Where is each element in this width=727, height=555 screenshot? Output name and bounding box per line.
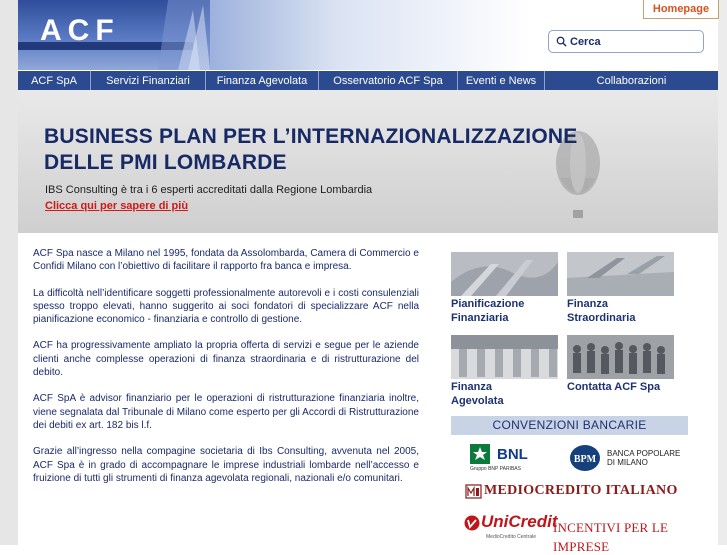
tile-contatta-acf[interactable] <box>567 335 677 394</box>
tile-label: Agevolata <box>451 395 504 407</box>
nav-osservatorio[interactable]: Osservatorio ACF Spa <box>319 71 458 90</box>
bpm-text <box>607 449 680 467</box>
paragraph: La difficoltà nell’identificare soggetti professionalmente autorevoli e i costi consulenziali spesso troppo elevati, hanno suggerito ai soci fondatori di specializzare ACF nella pianificazione economico - finanziaria e controllo di gestione. <box>33 287 419 326</box>
tile-label: Finanza <box>451 381 492 393</box>
paragraph: Grazie all’ingresso nella compagine societaria di Ibs Consulting, avvenuta nel 2005, ACF Spa è in grado di accompagnare le imprese industriali lombarde nell’accesso e fruizione di tutti gli strumenti di finanza agevolata regionali, nazionali e/o comunitari. <box>33 446 419 484</box>
banner-title <box>44 124 664 176</box>
nav-collaborazioni[interactable]: Collaborazioni <box>596 74 667 87</box>
unicredit-icon <box>464 515 480 531</box>
tile-label: Contatta ACF Spa <box>567 381 661 393</box>
bnl-text: BNL <box>497 446 528 463</box>
search-icon <box>556 36 567 47</box>
straordinaria-image <box>567 252 674 296</box>
bpm-mark-text: BPM <box>573 454 597 465</box>
bnl-logo[interactable] <box>470 444 542 476</box>
homepage-link[interactable]: Homepage <box>643 0 719 19</box>
logo-text: ACF <box>40 14 120 47</box>
paragraph: ACF SpA è advisor finanziario per le operazioni di ristrutturazione finanziaria inoltre, viene segnalata dal Tribunale di Milano come esperto per gli Accordi di Ristrutturazione dei debiti ex art. 182 bis l.f. <box>33 393 419 431</box>
bnl-subtext: Gruppo BNP PARIBAS <box>470 466 521 472</box>
tile-label: Pianificazione <box>451 298 525 310</box>
tile-label: Straordinaria <box>567 312 636 324</box>
nav-eventi-news[interactable]: Eventi e News <box>458 71 545 90</box>
unicredit-logo[interactable] <box>464 512 558 542</box>
banner-title-line1: BUSINESS PLAN PER L’INTERNAZIONALIZZAZIONE <box>44 125 578 148</box>
incentivi-logo[interactable] <box>553 517 678 554</box>
bpm-line: DI MILANO <box>607 458 648 467</box>
mediocredito-text: MEDIOCREDITO ITALIANO <box>484 483 678 498</box>
banner-link[interactable]: Clicca qui per sapere di più <box>45 200 189 212</box>
search-input[interactable] <box>570 36 700 48</box>
unicredit-subtext: MedioCredito Centrale <box>486 534 537 540</box>
tile-pianificazione-finanziaria[interactable] <box>451 252 561 325</box>
bpm-logo[interactable] <box>570 445 690 473</box>
search-box[interactable] <box>548 30 704 53</box>
tile-finanza-straordinaria[interactable] <box>567 252 677 325</box>
team-photo <box>567 335 674 379</box>
acf-logo[interactable] <box>18 0 210 70</box>
paragraph: ACF Spa nasce a Milano nel 1995, fondata da Assolombarda, Camera di Commercio e Confidi Milano con l’obiettivo di facilitare il rapporto fra banca e impresa. <box>33 248 419 273</box>
unicredit-text: UniCredit <box>481 512 558 531</box>
banner-title-line2: DELLE PMI LOMBARDE <box>44 151 287 174</box>
bpm-mark-icon <box>570 445 600 471</box>
agevolata-image <box>451 335 558 379</box>
paragraph: ACF ha progressivamente ampliato la propria offerta di servizi e segue per le aziende clienti anche complesse operazioni di finanza straordinaria e di ristrutturazione del debito. <box>33 340 419 379</box>
left-margin-strip <box>0 0 18 545</box>
mediocredito-logo[interactable] <box>466 483 686 501</box>
main-nav <box>18 71 718 90</box>
bpm-line: BANCA POPOLARE <box>607 449 681 458</box>
right-margin-strip <box>718 0 727 545</box>
tile-finanza-agevolata[interactable] <box>451 335 561 408</box>
bnl-star-icon <box>470 444 490 464</box>
banner-subtitle: IBS Consulting è tra i 6 esperti accreditati dalla Regione Lombardia <box>45 184 373 196</box>
convenzioni-title: CONVENZIONI BANCARIE <box>451 416 688 435</box>
nav-servizi-finanziari[interactable]: Servizi Finanziari <box>91 71 206 90</box>
pianificazione-image <box>451 252 558 296</box>
mediocredito-icon <box>466 485 481 498</box>
tile-label: Finanziaria <box>451 312 509 324</box>
intro-text <box>33 247 419 498</box>
incentivi-text: INCENTIVI PER LE IMPRESE <box>553 520 669 554</box>
nav-finanza-agevolata[interactable]: Finanza Agevolata <box>206 71 319 90</box>
header-gradient <box>210 0 531 70</box>
tile-label: Finanza <box>567 298 608 310</box>
promo-banner[interactable] <box>18 90 718 233</box>
nav-acf-spa[interactable]: ACF SpA <box>18 71 91 90</box>
